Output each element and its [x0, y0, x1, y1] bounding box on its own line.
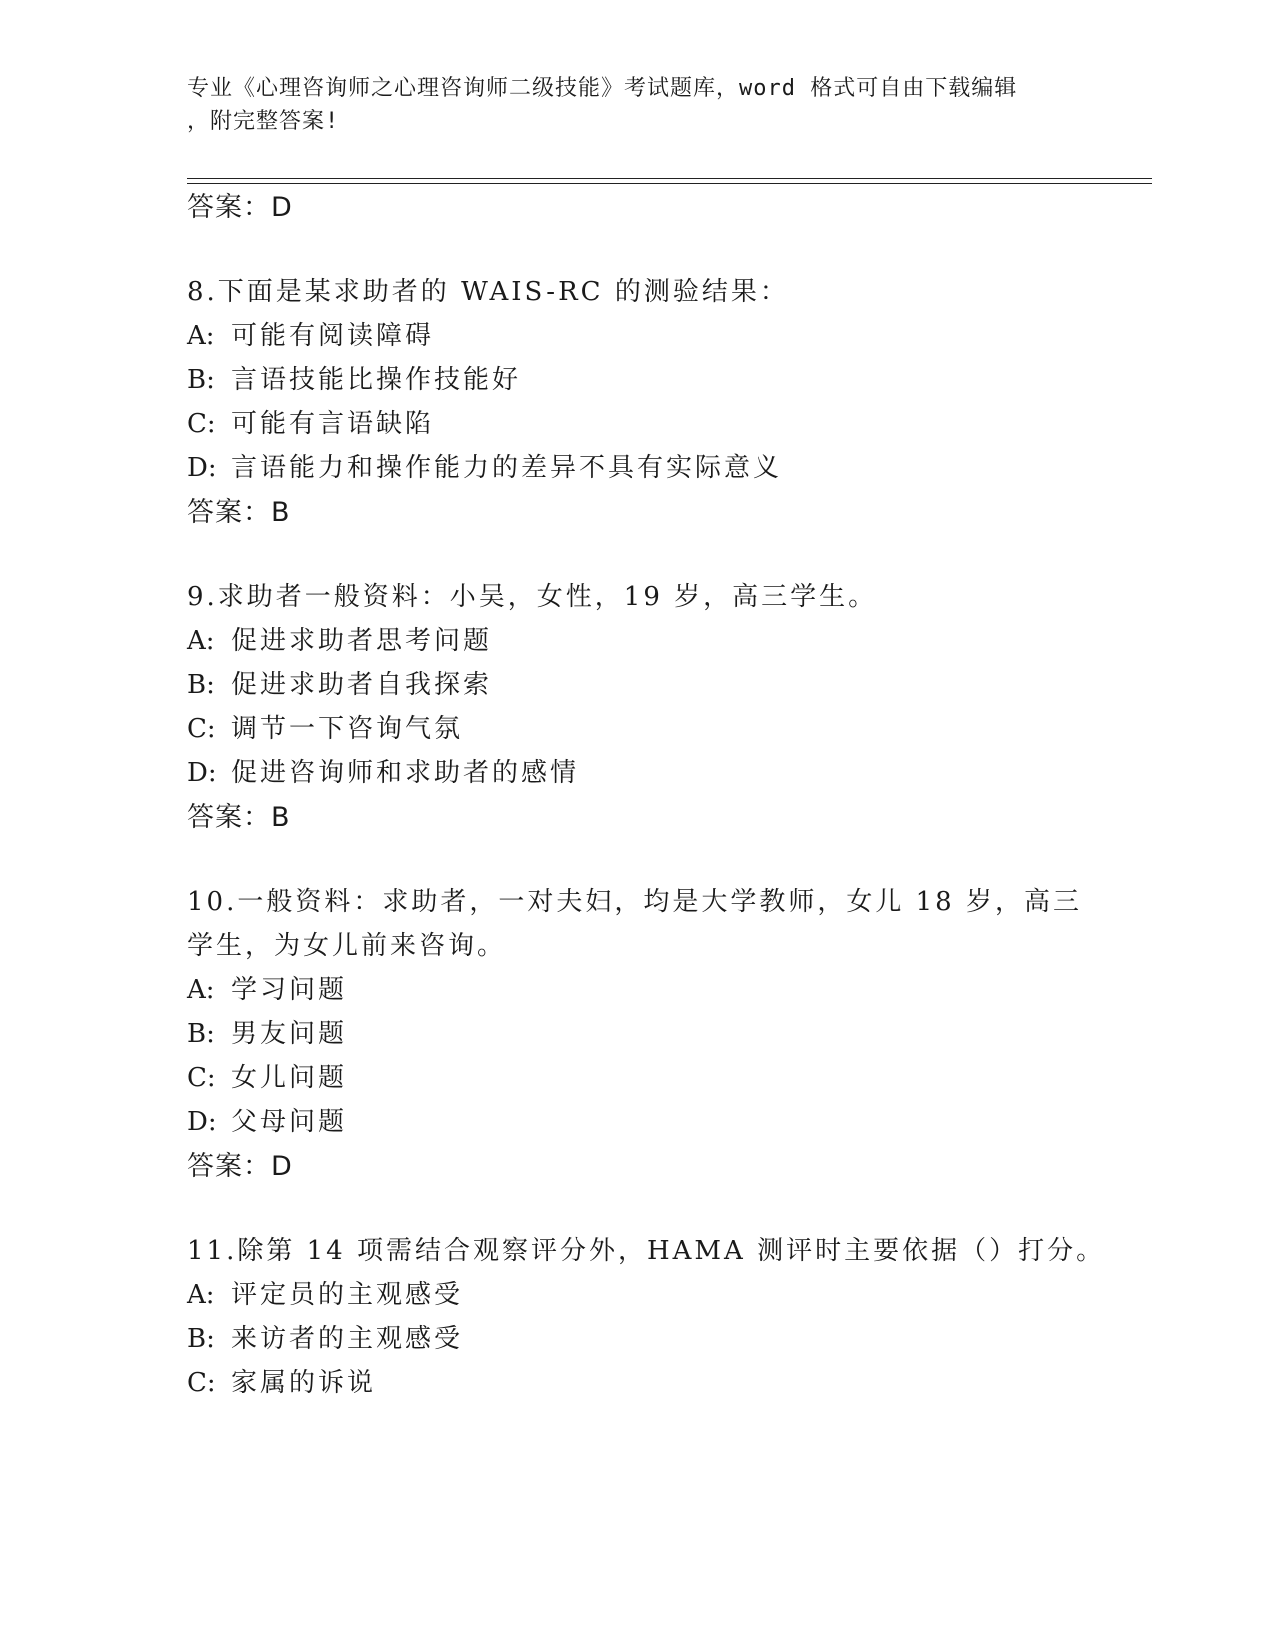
question-9-option-a: A: 促进求助者思考问题 [187, 626, 493, 656]
answer-question-8: 答案：B [187, 497, 291, 528]
answer-question-10: 答案：D [187, 1151, 293, 1182]
question-8-stem: 8.下面是某求助者的 WAIS-RC 的测验结果： [187, 277, 789, 307]
answer-question-9: 答案：B [187, 802, 291, 833]
question-11-stem: 11.除第 14 项需结合观察评分外，HAMA 测评时主要依据（）打分。 [187, 1236, 1106, 1266]
question-10-option-a: A: 学习问题 [187, 975, 348, 1005]
question-9-option-c: C: 调节一下咨询气氛 [187, 714, 464, 744]
question-11-option-c: C: 家属的诉说 [187, 1368, 377, 1398]
question-9-stem: 9.求助者一般资料：小吴，女性，19 岁，高三学生。 [187, 582, 878, 612]
question-11-option-b: B: 来访者的主观感受 [187, 1324, 464, 1354]
question-8-option-d: D: 言语能力和操作能力的差异不具有实际意义 [187, 453, 783, 483]
question-9-option-d: D: 促进咨询师和求助者的感情 [187, 758, 580, 788]
question-8-option-a: A: 可能有阅读障碍 [187, 321, 435, 351]
question-8-option-c: C: 可能有言语缺陷 [187, 409, 435, 439]
question-10-option-b: B: 男友问题 [187, 1019, 348, 1049]
answer-previous: 答案：D [187, 192, 293, 223]
document-header [187, 72, 1067, 138]
question-11-option-a: A: 评定员的主观感受 [187, 1280, 464, 1310]
header-line-2: ，附完整答案! [187, 109, 340, 134]
header-divider-top [187, 178, 1152, 179]
question-9-option-b: B: 促进求助者自我探索 [187, 670, 493, 700]
question-10-option-d: D: 父母问题 [187, 1107, 348, 1137]
question-10-option-c: C: 女儿问题 [187, 1063, 348, 1093]
header-line-1: 专业《心理咨询师之心理咨询师二级技能》考试题库，word 格式可自由下载编辑 [187, 76, 1018, 101]
question-10-stem-line-1: 10.一般资料：求助者，一对夫妇，均是大学教师，女儿 18 岁，高三 [187, 887, 1082, 917]
question-10-stem-line-2: 学生，为女儿前来咨询。 [187, 931, 507, 961]
header-divider-bottom [187, 183, 1152, 184]
question-8-option-b: B: 言语技能比操作技能好 [187, 365, 522, 395]
